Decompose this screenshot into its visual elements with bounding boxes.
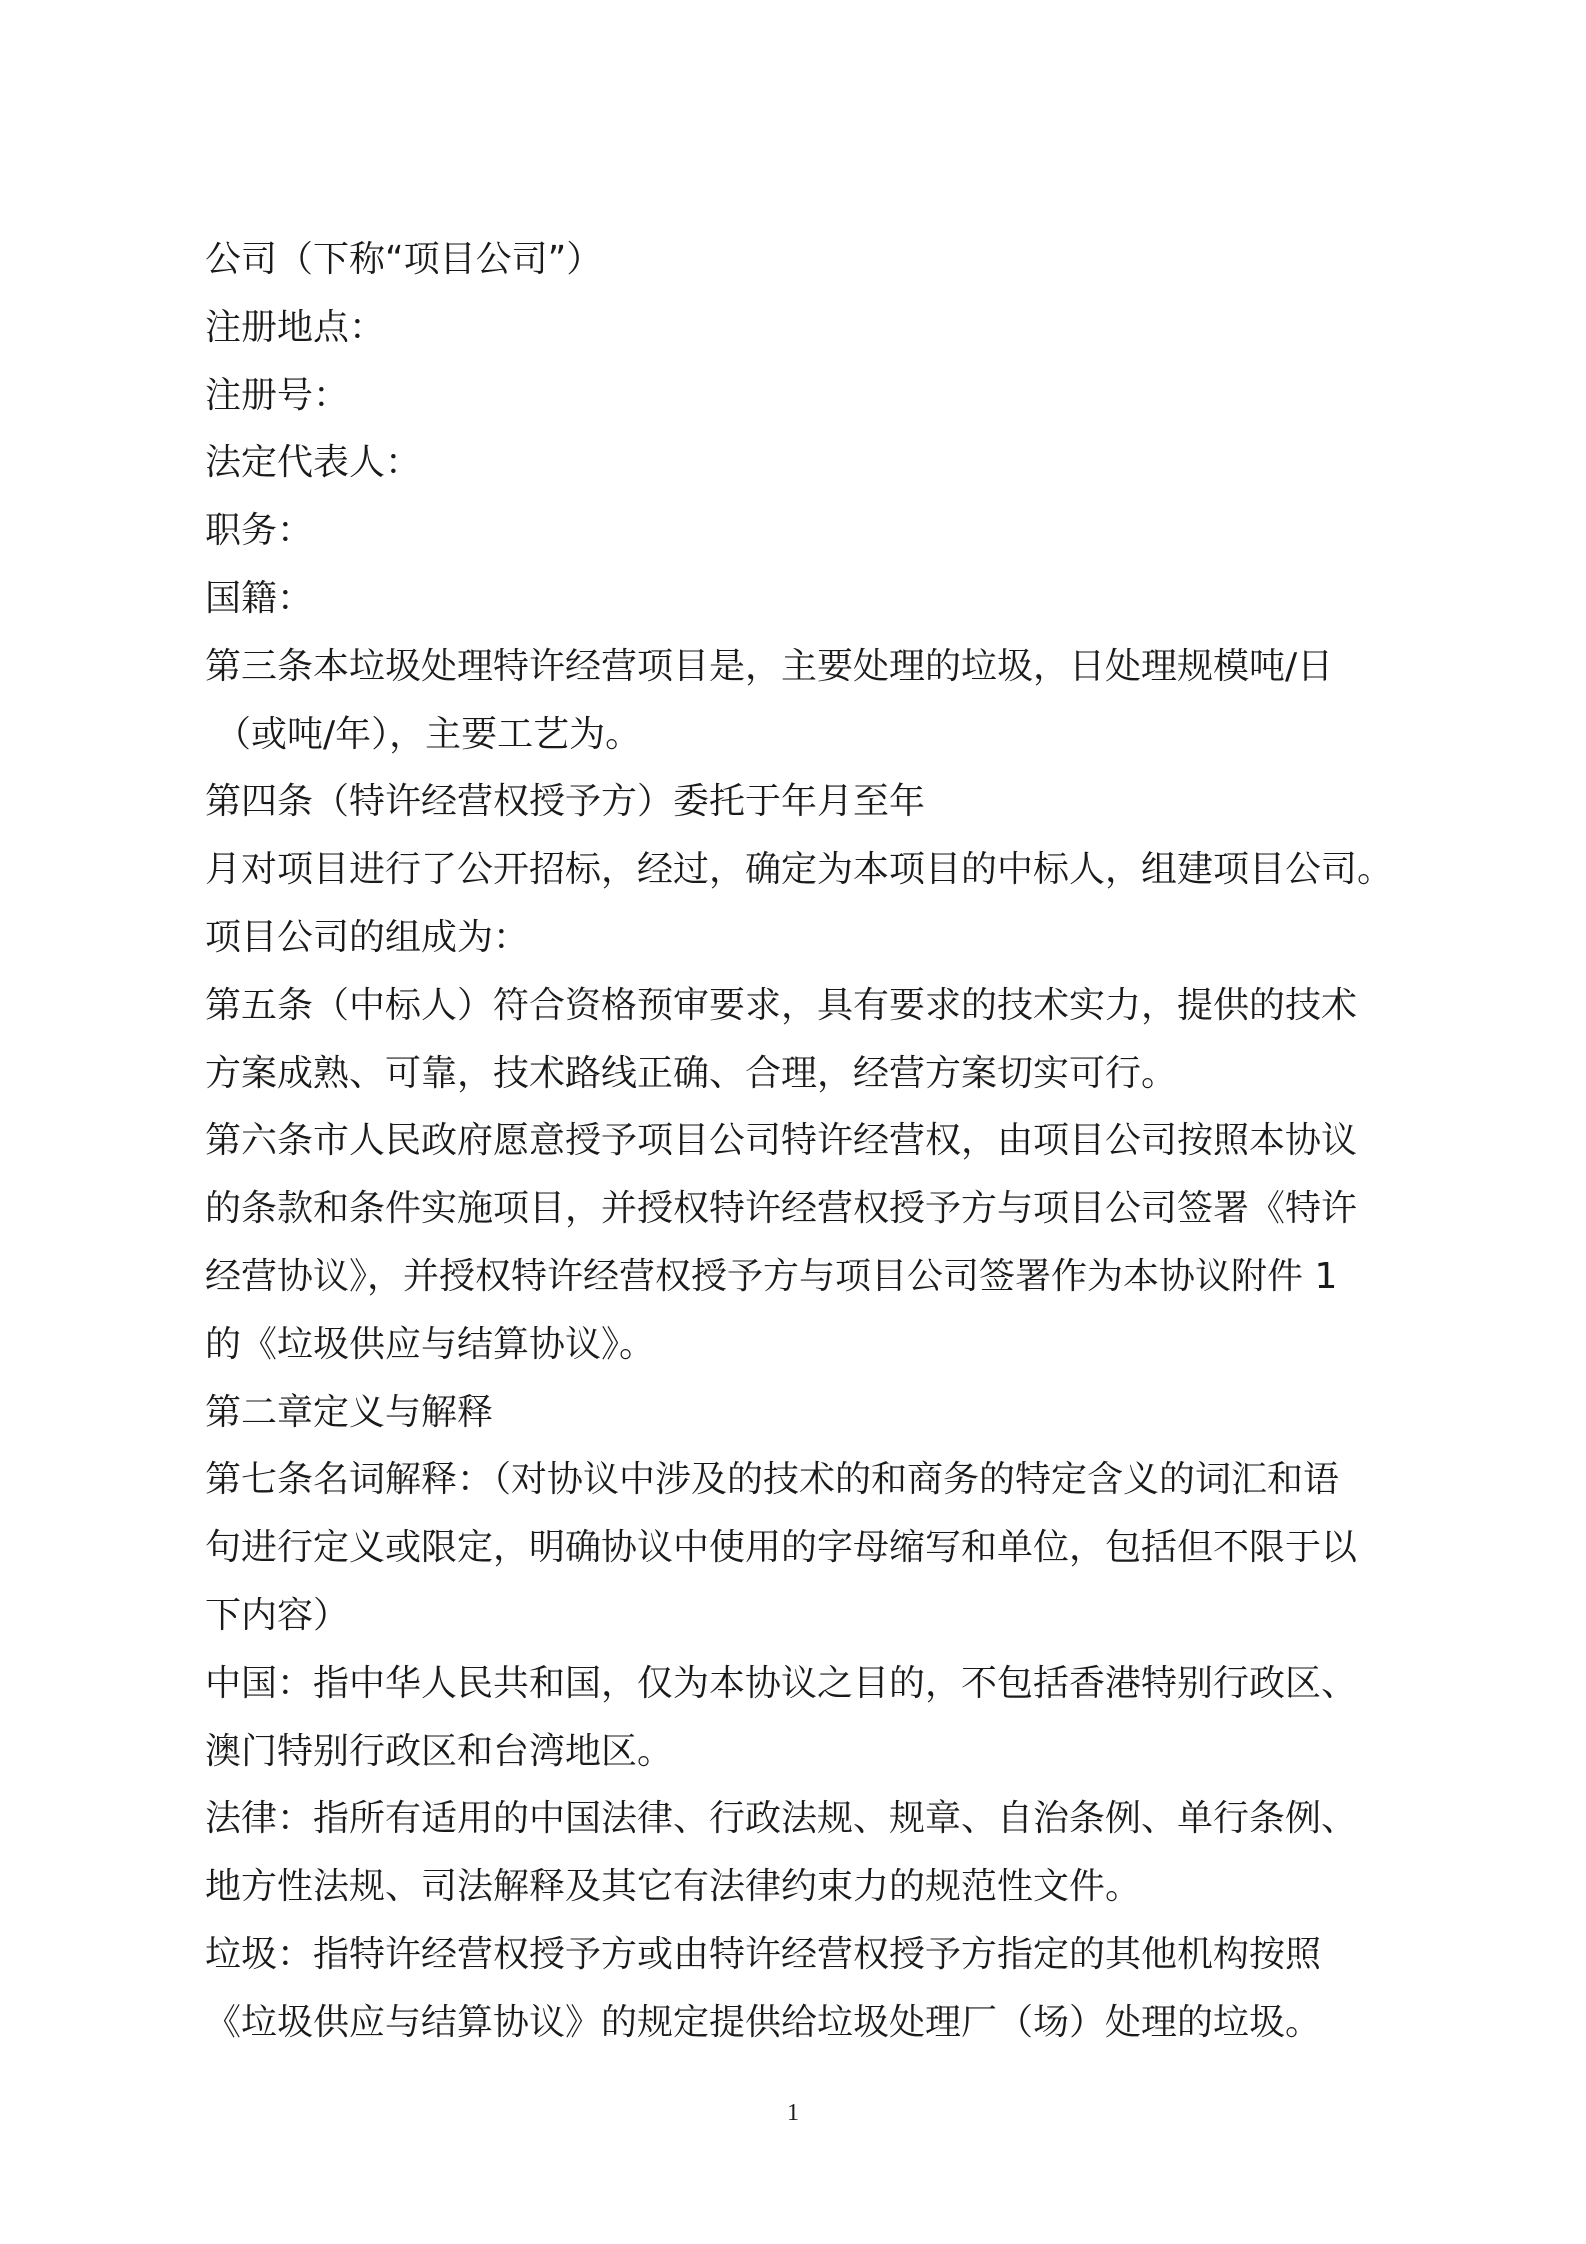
text-line: 下内容） xyxy=(205,1594,350,1636)
text-line: 的条款和条件实施项目，并授权特许经营权授予方与项目公司签署《特许 xyxy=(205,1188,1358,1230)
chapter-heading: 第二章定义与解释 xyxy=(205,1391,494,1433)
text-line: 的《垃圾供应与结算协议》。 xyxy=(205,1323,656,1365)
text-line: 垃圾：指特许经营权授予方或由特许经营权授予方指定的其他机构按照 xyxy=(205,1933,1322,1975)
text-line: 月对项目进行了公开招标，经过，确定为本项目的中标人，组建项目公司。 xyxy=(205,849,1394,891)
text-line: 澳门特别行政区和台湾地区。 xyxy=(205,1730,674,1772)
text-line: 第五条（中标人）符合资格预审要求，具有要求的技术实力，提供的技术 xyxy=(205,984,1358,1026)
text-line: 第七条名词解释：（对协议中涉及的技术的和商务的特定含义的词汇和语 xyxy=(205,1459,1340,1501)
page-number: 1 xyxy=(787,2100,799,2126)
text-line: （或吨/年），主要工艺为。 xyxy=(215,713,642,755)
text-line: 注册号： xyxy=(205,374,350,416)
text-line: 第六条市人民政府愿意授予项目公司特许经营权，由项目公司按照本协议 xyxy=(205,1120,1358,1162)
text-line: 经营协议》，并授权特许经营权授予方与项目公司签署作为本协议附件 1 xyxy=(205,1255,1338,1297)
text-line: 第四条（特许经营权授予方）委托于年月至年 xyxy=(205,781,926,823)
text-line: 法律：指所有适用的中国法律、行政法规、规章、自治条例、单行条例、 xyxy=(205,1798,1358,1840)
document-body xyxy=(205,226,1405,2057)
text-line: 公司（下称“项目公司”） xyxy=(205,239,603,280)
text-line: 项目公司的组成为： xyxy=(205,916,530,958)
text-line: 法定代表人： xyxy=(205,442,422,484)
text-line: 地方性法规、司法解释及其它有法律约束力的规范性文件。 xyxy=(205,1866,1142,1908)
text-line: 句进行定义或限定，明确协议中使用的字母缩写和单位，包括但不限于以 xyxy=(205,1527,1358,1569)
text-line: 职务： xyxy=(205,510,314,552)
text-line: 《垃圾供应与结算协议》的规定提供给垃圾处理厂（场）处理的垃圾。 xyxy=(205,2001,1322,2043)
text-line: 方案成熟、可靠，技术路线正确、合理，经营方案切实可行。 xyxy=(205,1052,1178,1094)
text-line: 国籍： xyxy=(205,577,314,619)
text-line: 注册地点： xyxy=(205,306,386,348)
text-line: 第三条本垃圾处理特许经营项目是，主要处理的垃圾，日处理规模吨/日 xyxy=(205,645,1334,687)
text-line: 中国：指中华人民共和国，仅为本协议之目的，不包括香港特别行政区、 xyxy=(205,1662,1358,1704)
